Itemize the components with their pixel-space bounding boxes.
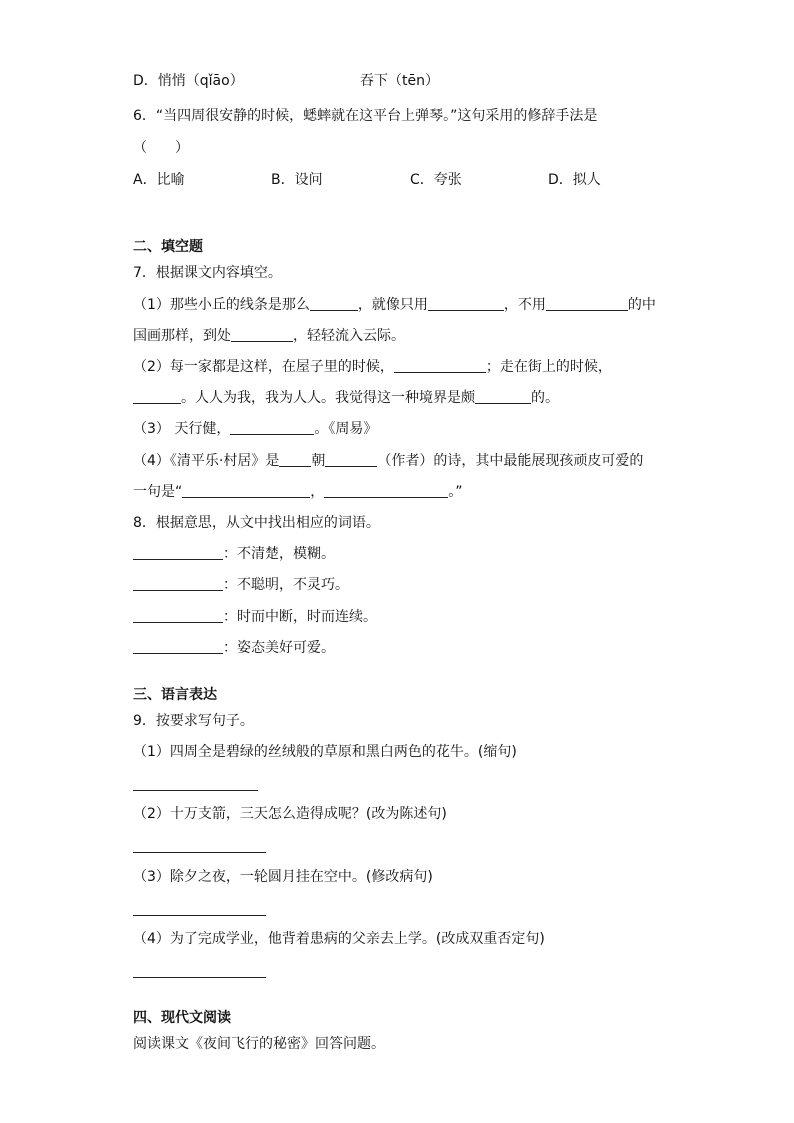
q9-item-4: （4）为了完成学业，他背着患病的父亲去上学。(改成双重否定句): [133, 931, 545, 947]
q7-line-7: [133, 482, 463, 502]
q7-text: ，: [310, 484, 325, 500]
fill-blank[interactable]: [310, 296, 358, 311]
fill-blank[interactable]: [182, 483, 310, 498]
q8-meaning: ：不清楚，模糊。: [223, 546, 335, 562]
section-2-title: 二、填空题: [133, 239, 203, 255]
q7-text: 。《周易》: [314, 421, 378, 437]
q8-meaning: ：不聪明，不灵巧。: [223, 577, 349, 593]
section-4-intro: 阅读课文《夜间飞行的秘密》回答问题。: [133, 1036, 385, 1052]
q5-option-d-a: D．悄悄（qǐāo）: [133, 73, 244, 89]
fill-blank[interactable]: [133, 639, 223, 654]
q7-text: ，不用: [503, 297, 546, 313]
section-4-title: 四、现代文阅读: [133, 1010, 231, 1026]
q7-text: （作者）的诗，其中最能展现孩顽皮可爱的: [377, 453, 644, 469]
fill-blank[interactable]: [324, 483, 448, 498]
fill-blank[interactable]: [394, 358, 486, 373]
q9-item-1: （1）四周全是碧绿的丝绒般的草原和黑白两色的花牛。(缩句): [133, 744, 517, 760]
q7-text: ；走在街上的时候，: [485, 359, 612, 375]
q7-stem: 7．根据课文内容填空。: [133, 265, 282, 281]
q5-option-d-b: 吞下（tēn）: [360, 73, 439, 89]
fill-blank[interactable]: [133, 545, 223, 560]
fill-blank[interactable]: [231, 327, 293, 342]
q8-item: [133, 575, 349, 595]
q7-line-4: [133, 388, 559, 408]
q7-text: （2）每一家都是这样，在屋子里的时候，: [133, 359, 394, 375]
q7-line-1: [133, 295, 656, 315]
q7-text: （4）《清平乐·村居》是: [133, 453, 280, 469]
q7-text: 一句是“: [133, 484, 183, 500]
q7-text: （3） 天行健，: [133, 421, 231, 437]
q7-line-3: [133, 357, 612, 377]
q6-option-a: A．比喻: [133, 172, 185, 188]
q7-text: 国画那样，到处: [133, 328, 231, 344]
fill-blank[interactable]: [279, 452, 311, 467]
q7-text: 。人人为我，我为人人。我觉得这一种境界是颇: [181, 390, 475, 406]
q7-line-5: [133, 419, 377, 439]
q8-item: [133, 607, 377, 627]
q6-option-d: D．拟人: [548, 172, 601, 188]
fill-blank[interactable]: [325, 452, 377, 467]
q7-text: 的中: [627, 297, 656, 313]
q7-text: 的。: [531, 390, 559, 406]
answer-line[interactable]: [133, 915, 266, 916]
answer-line[interactable]: [133, 852, 266, 853]
q7-text: 朝: [311, 453, 326, 469]
q8-item: [133, 544, 335, 564]
q7-text: 。”: [448, 484, 463, 500]
q6-stem: 6．“当四周很安静的时候，蟋蟀就在这平台上弹琴。”这句采用的修辞手法是: [133, 108, 598, 124]
fill-blank[interactable]: [133, 608, 223, 623]
fill-blank[interactable]: [133, 576, 223, 591]
q6-option-b: B．设问: [271, 172, 323, 188]
q7-text: ，就像只用: [357, 297, 428, 313]
fill-blank[interactable]: [428, 296, 504, 311]
fill-blank[interactable]: [475, 389, 531, 404]
q7-line-2: [133, 326, 405, 346]
q9-item-3: （3）除夕之夜，一轮圆月挂在空中。(修改病句): [133, 869, 433, 885]
q6-option-c: C．夸张: [410, 172, 462, 188]
answer-line[interactable]: [133, 790, 258, 791]
answer-line[interactable]: [133, 977, 266, 978]
q7-line-6: [133, 451, 643, 471]
fill-blank[interactable]: [546, 296, 628, 311]
section-3-title: 三、语言表达: [133, 687, 217, 703]
q9-item-2: （2）十万支箭，三天怎么造得成呢？(改为陈述句): [133, 806, 447, 822]
q6-paren: （ ）: [133, 140, 189, 156]
q9-stem: 9．按要求写句子。: [133, 713, 254, 729]
q8-meaning: ：姿态美好可爱。: [223, 640, 335, 656]
q7-text: （1）那些小丘的线条是那么: [133, 297, 310, 313]
q8-meaning: ：时而中断，时而连续。: [223, 609, 377, 625]
q7-text: ，轻轻流入云际。: [293, 328, 405, 344]
q8-stem: 8．根据意思，从文中找出相应的词语。: [133, 515, 380, 531]
q8-item: [133, 638, 335, 658]
fill-blank[interactable]: [230, 420, 314, 435]
fill-blank[interactable]: [133, 389, 181, 404]
